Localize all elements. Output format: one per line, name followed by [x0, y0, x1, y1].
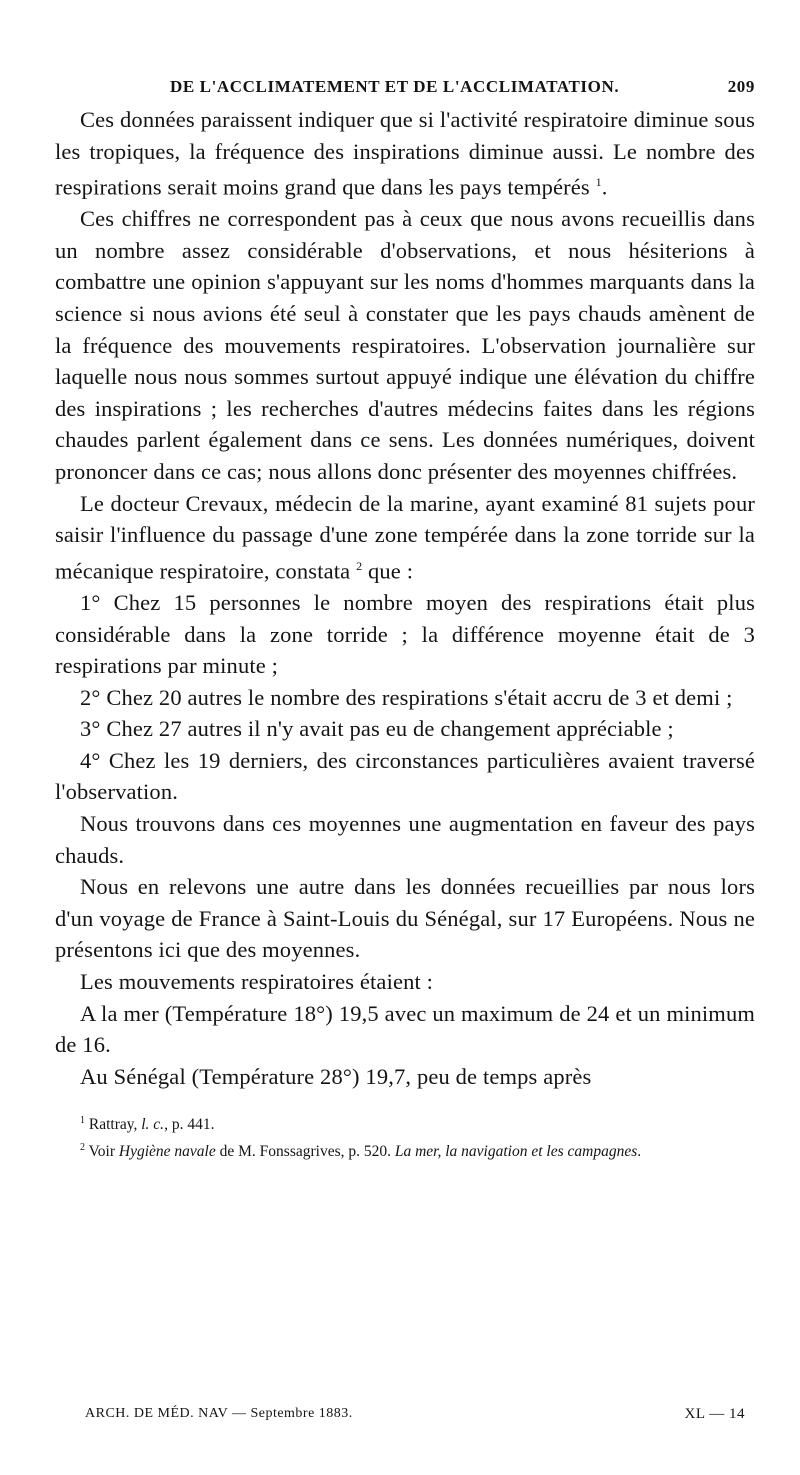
- note-ref-2: 2: [356, 558, 363, 573]
- paragraph-8: Au Sénégal (Température 28°) 19,7, peu de temps après: [80, 1063, 592, 1089]
- paragraph-4: Nous trouvons dans ces moyennes une augmentation en faveur des pays chauds.: [55, 811, 755, 868]
- list-item-1: 1° Chez 15 personnes le nombre moyen des respirations était plus considérable dans la zone torride ; la différence moyenne était de 3 respirations par minute ;: [55, 589, 755, 679]
- paragraph-2: Ces chiffres ne correspondent pas à ceux que nous avons recueillis dans un nombre assez considérable d'observations, et nous hésiterions à combattre une opinion s'appuyant sur les noms d'hommes marquants dans la science si nous avions été seul à constater que les pays chauds amènent de la fréquence des mouvements respiratoires. L'observation journalière sur laquelle nous nous sommes surtout appuyé indique une élévation du chiffre des inspirations ; les recherches d'autres médecins faites dans les régions chaudes parlent également dans ce sens. Les données numériques, doivent prononcer dans ce cas; nous allons donc présenter des moyennes chiffrées.: [55, 206, 755, 485]
- list-item-4: 4° Chez les 19 derniers, des circonstances particulières avaient traversé l'observation.: [55, 747, 755, 805]
- body-text: [55, 104, 755, 1092]
- paragraph-1: Ces données paraissent indiquer que si l'activité respiratoire diminue sous les tropiques, la fréquence des inspirations diminue aussi. Le nombre des respirations serait moins grand que dans les pays tempérés $^1$.: [55, 107, 755, 200]
- page-number: 209: [727, 77, 755, 96]
- printer-signature: XL — 14: [684, 1406, 745, 1422]
- list-item-3: 3° Chez 27 autres il n'y avait pas eu de changement appréciable ;: [80, 716, 674, 742]
- paragraph-3: Le docteur Crevaux, médecin de la marine, ayant examiné 81 sujets pour saisir l'influence du passage d'une zone tempérée dans la zone torride sur la mécanique respiratoire, constata $^2$ que :: [55, 490, 755, 584]
- list-item-2: 2° Chez 20 autres le nombre des respirations s'était accru de 3 et demi ;: [80, 684, 733, 710]
- paragraph-7: A la mer (Température 18°) 19,5 avec un maximum de 24 et un minimum de 16.: [55, 1000, 755, 1058]
- running-head: [55, 70, 755, 104]
- journal-reference: ARCH. DE MÉD. NAV — Septembre 1883.: [85, 1406, 353, 1421]
- paragraph-5: Nous en relevons une autre dans les données recueillies par nous lors d'un voyage de France à Saint-Louis du Sénégal, sur 17 Européens. Nous ne présentons ici que des moyennes.: [55, 874, 755, 963]
- footnotes: [55, 1110, 755, 1162]
- book-page: [55, 70, 755, 1422]
- note-ref-1: 1: [595, 175, 602, 190]
- page-footer: [55, 1406, 755, 1423]
- footnote-1: $^1$ Rattray, l. c., p. 441.: [80, 1115, 215, 1134]
- paragraph-6: Les mouvements respiratoires étaient :: [80, 969, 434, 995]
- running-title: DE L'ACCLIMATEMENT ET DE L'ACCLIMATATION.: [170, 77, 620, 96]
- footnote-2: $^2$ Voir Hygiène navale de M. Fonssagrives, p. 520. La mer, la navigation et les campagnes.: [80, 1141, 642, 1160]
